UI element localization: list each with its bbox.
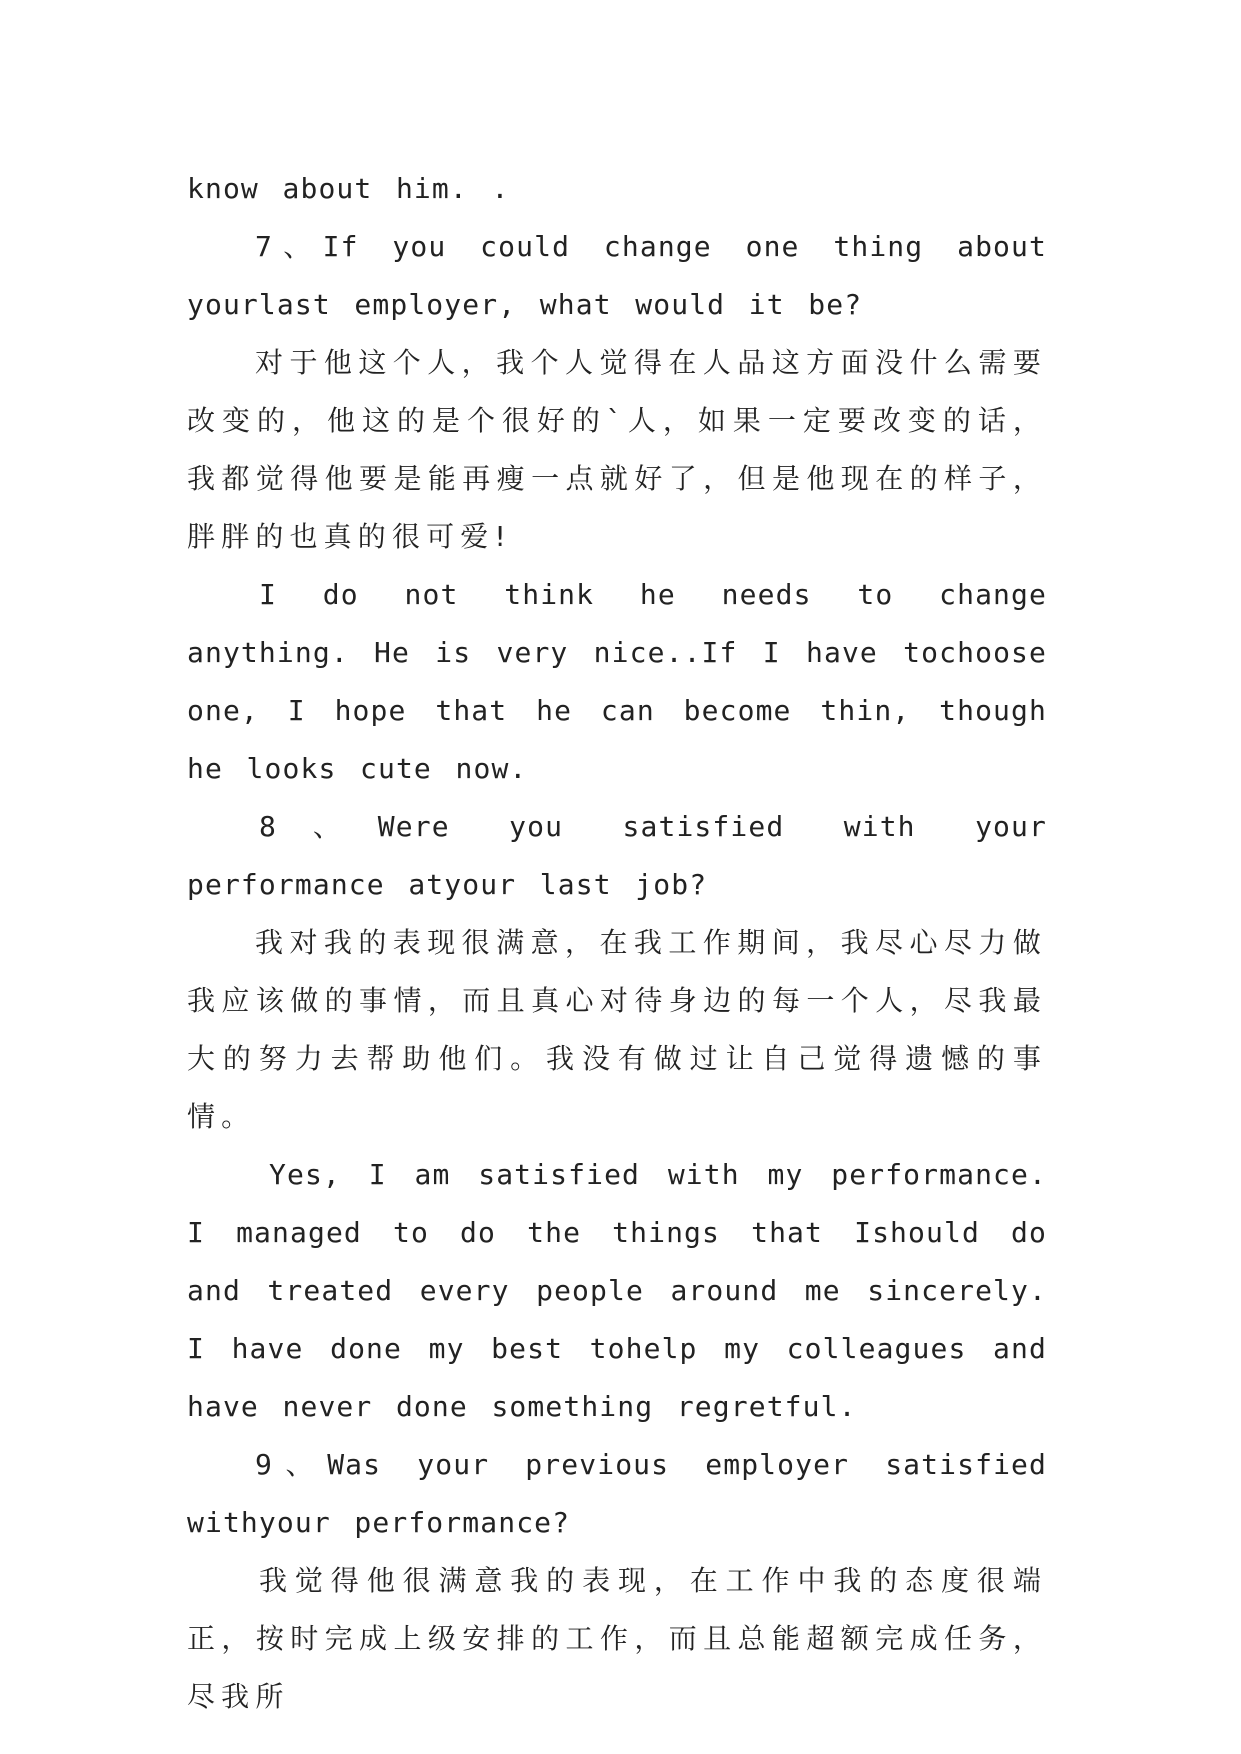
answer-8-english: Yes, I am satisfied with my performance. I managed to do the things that Ishould do and treated every people around me sincerely. I have done my best tohelp my colleagues and have never done something regretful. <box>187 1158 1047 1423</box>
document-body <box>187 160 1047 1726</box>
answer-8-chinese: 我对我的表现很满意，在我工作期间，我尽心尽力做我应该做的事情，而且真心对待身边的每一个人，尽我最大的努力去帮助他们。我没有做过让自己觉得遗憾的事情。 <box>187 926 1047 1133</box>
question-8: 8、Were you satisfied with your performance atyour last job? <box>187 810 1047 901</box>
paragraph-continuation: know about him. . <box>187 172 510 205</box>
question-9: 9、Was your previous employer satisfied withyour performance? <box>187 1448 1047 1539</box>
question-7: 7、If you could change one thing about yourlast employer, what would it be? <box>187 230 1047 321</box>
answer-9-chinese: 我觉得他很满意我的表现，在工作中我的态度很端正，按时完成上级安排的工作，而且总能超额完成任务，尽我所 <box>187 1564 1047 1713</box>
answer-7-chinese: 对于他这个人，我个人觉得在人品这方面没什么需要改变的，他这的是个很好的`人，如果一定要改变的话，我都觉得他要是能再瘦一点就好了，但是他现在的样子，胖胖的也真的很可爱! <box>187 346 1047 553</box>
answer-7-english: I do not think he needs to change anything. He is very nice..If I have tochoose one, I hope that he can become thin, though he looks cute now. <box>187 578 1047 785</box>
